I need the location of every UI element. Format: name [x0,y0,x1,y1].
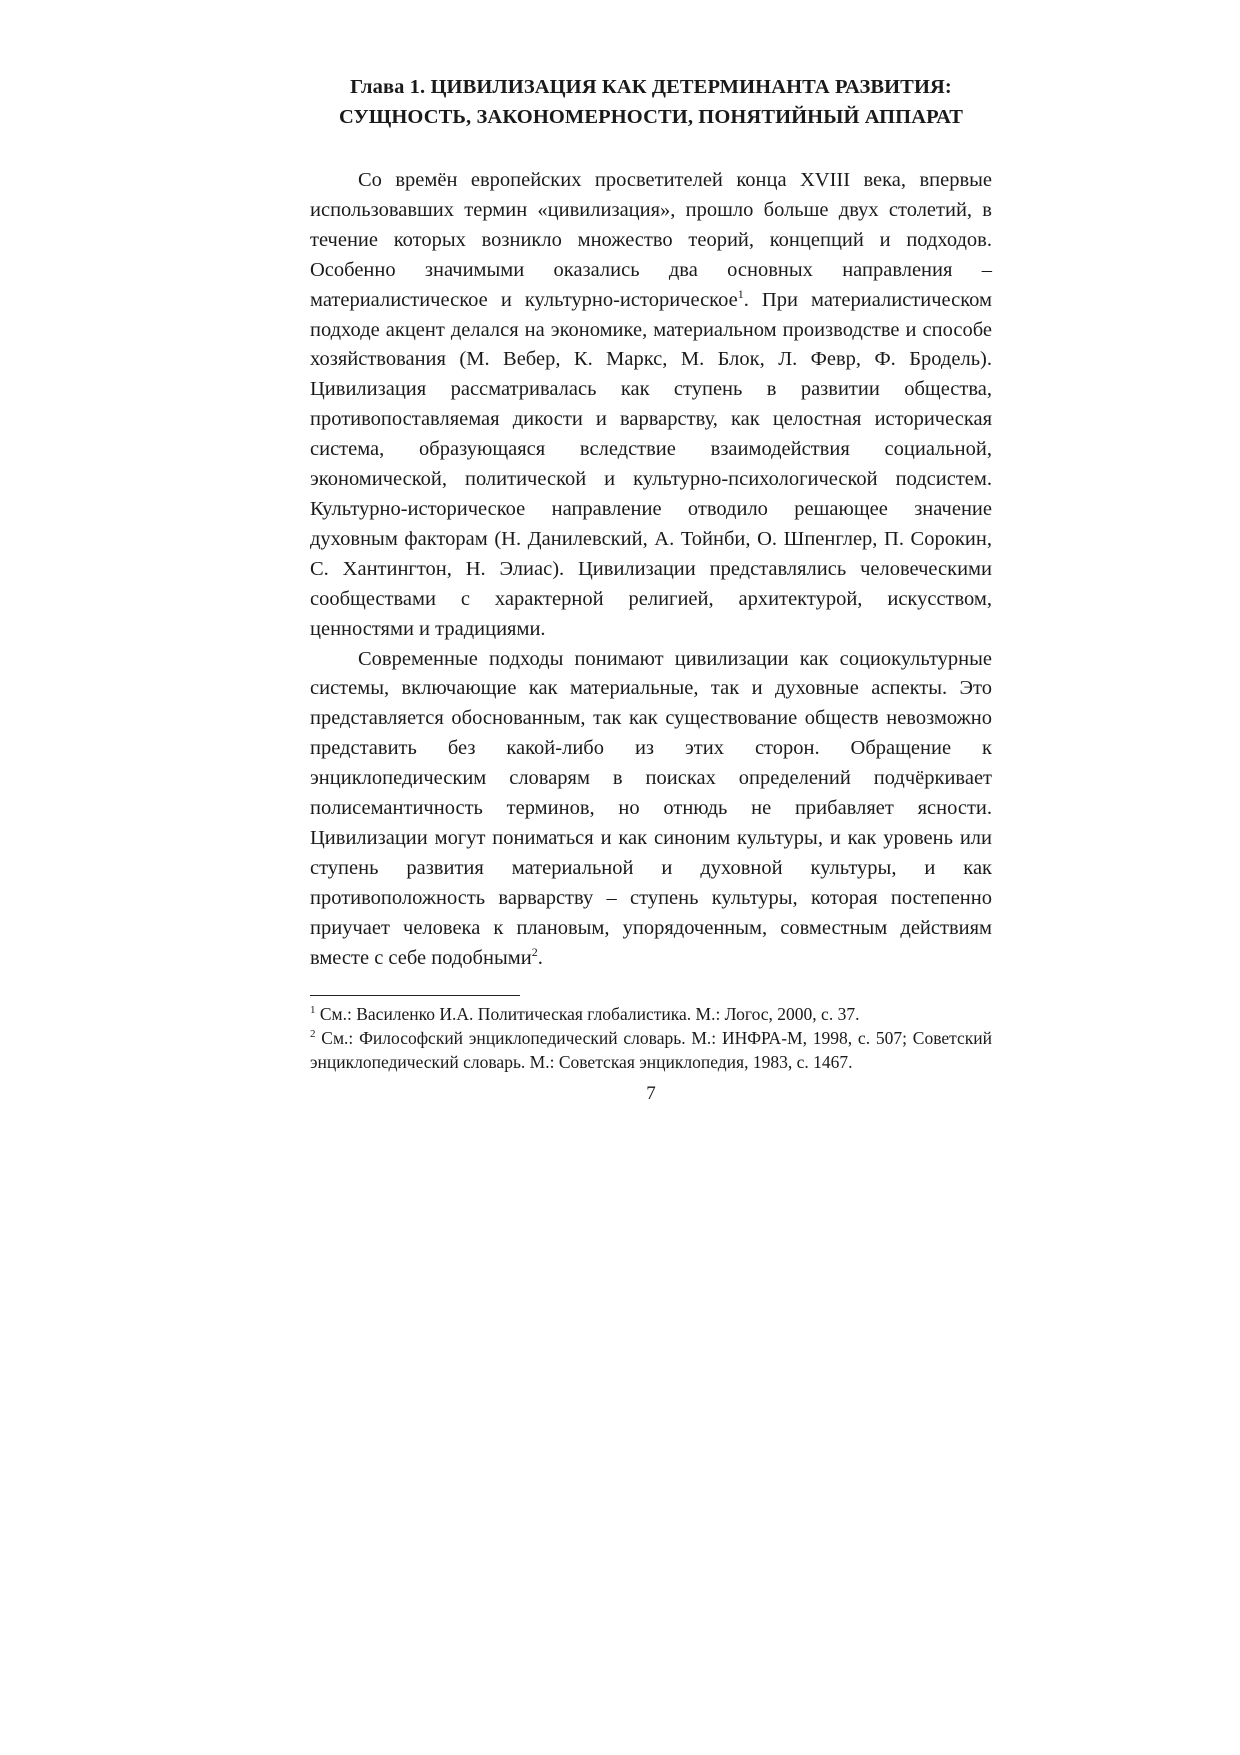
footnotes [310,1002,992,1074]
chapter-title-line-1: Глава 1. ЦИВИЛИЗАЦИЯ КАК ДЕТЕРМИНАНТА РАЗВИТИЯ: [350,76,952,98]
paragraph-text: Со времён европейских просветителей конца XVIII века, впервые использовавших термин «цивилизация», прошло больше двух столетий, в течение которых возникло множество теорий, концепций и подходов. Особенно значимыми оказались два основных направления – материалистическое и культурно-историческое [310,169,992,311]
paragraph-text: Современные подходы понимают цивилизации как социокультурные системы, включающие как материальные, так и духовные аспекты. Это представляется обоснованным, так как существование обществ невозможно представить без какой-либо из этих сторон. Обращение к энциклопедическим словарям в поисках определений подчёркивает полисемантичность терминов, но отнюдь не прибавляет ясности. Цивилизации могут пониматься и как синоним культуры, и как уровень или ступень развития материальной и духовной культуры, и как противоположность варварству – ступень культуры, которая постепенно приучает человека к плановым, упорядоченным, совместным действиям вместе с себе подобными [310,647,992,969]
body-text [310,166,992,973]
footnote-divider [310,995,520,996]
chapter-title-line-2: СУЩНОСТЬ, ЗАКОНОМЕРНОСТИ, ПОНЯТИЙНЫЙ АППАРАТ [338,106,963,128]
footnote-ref[interactable]: 2 [531,944,538,959]
footnote-number: 2 [310,1028,316,1041]
footnote [310,1026,992,1074]
footnote [310,1002,992,1026]
page-number: 7 [646,1083,656,1105]
chapter-title [310,72,992,132]
footnote-text: См.: Философский энциклопедический словарь. М.: ИНФРА-М, 1998, с. 507; Советский энциклопедический словарь. М.: Советская энциклопедия, 1983, с. 1467. [310,1028,992,1073]
document-page [310,72,992,1105]
footnote-ref[interactable]: 1 [737,286,744,301]
paragraph [310,645,992,974]
paragraph-text: . [537,946,543,969]
paragraph [310,166,992,645]
footnote-text: См.: Василенко И.А. Политическая глобалистика. М.: Логос, 2000, с. 37. [315,1004,860,1025]
footnote-number: 1 [310,1004,316,1017]
paragraph-text: . При материалистическом подходе акцент делался на экономике, материальном производстве и способе хозяйствования (М. Вебер, К. Маркс, М. Блок, Л. Февр, Ф. Бродель). Цивилизация рассматривалась как ступень в развитии общества, противопоставляемая дикости и варварству, как целостная историческая система, образующаяся вследствие взаимодействия социальной, экономической, политической и культурно-психологической подсистем. Культурно-историческое направление отводило решающее значение духовным факторам (Н. Данилевский, А. Тойнби, О. Шпенглер, П. Сорокин, С. Хантингтон, Н. Элиас). Цивилизации представлялись человеческими сообществами с характерной религией, архитектурой, искусством, ценностями и традициями. [310,288,992,640]
